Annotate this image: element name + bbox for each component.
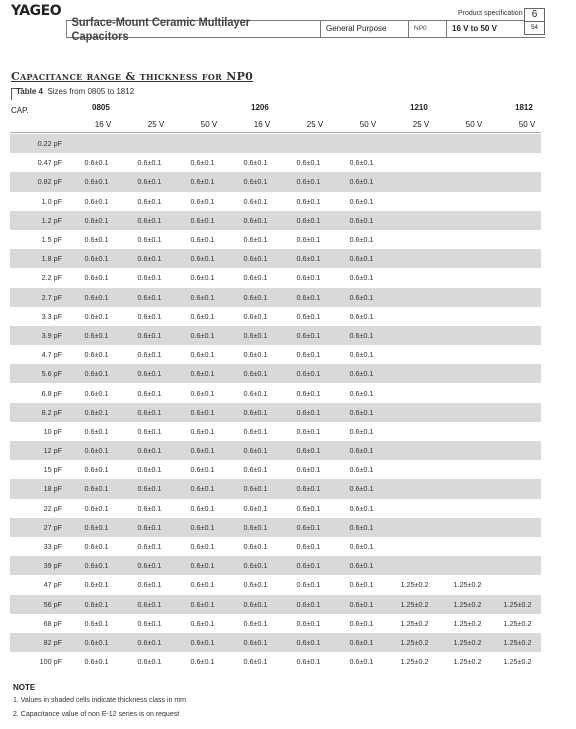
note-item: 1. Values in shaded cells indicate thickness class in mm	[13, 697, 187, 704]
thickness-cell: 0.6±0.1	[349, 657, 374, 667]
table-row	[10, 134, 541, 153]
thickness-cell: 0.6±0.1	[243, 522, 268, 532]
thickness-cell: 0.6±0.1	[296, 350, 321, 360]
table-caption	[16, 87, 134, 96]
thickness-cell: 0.6±0.1	[84, 369, 109, 379]
table-row	[10, 326, 541, 345]
thickness-cell: 0.6±0.1	[137, 503, 162, 513]
thickness-cell: 0.6±0.1	[84, 484, 109, 494]
size-group-1206: 1206	[251, 103, 269, 112]
thickness-cell: 0.6±0.1	[349, 599, 374, 609]
thickness-cell: 0.6±0.1	[137, 407, 162, 417]
table-row	[10, 633, 541, 652]
cap-value: 68 pF	[43, 618, 62, 628]
thickness-cell: 0.6±0.1	[296, 407, 321, 417]
thickness-cell: 0.6±0.1	[349, 618, 374, 628]
thickness-cell: 0.6±0.1	[243, 158, 268, 168]
header-bar	[66, 14, 545, 43]
cap-value: 33 pF	[43, 542, 62, 552]
table-row	[10, 537, 541, 556]
cap-value: 3.3 pF	[41, 311, 62, 321]
table-row	[10, 614, 541, 633]
thickness-cell: 0.6±0.1	[190, 637, 215, 647]
thickness-cell: 0.6±0.1	[349, 350, 374, 360]
section-title: Capacitance range & thickness for NP0	[11, 70, 254, 83]
thickness-cell: 0.6±0.1	[84, 637, 109, 647]
thickness-cell: 0.6±0.1	[190, 330, 215, 340]
thickness-cell: 0.6±0.1	[349, 292, 374, 302]
thickness-cell: 0.6±0.1	[243, 215, 268, 225]
thickness-cell: 1.25±0.2	[503, 618, 532, 628]
thickness-cell: 0.6±0.1	[137, 254, 162, 264]
thickness-cell: 0.6±0.1	[349, 369, 374, 379]
table-row	[10, 652, 541, 671]
caption-bracket	[11, 88, 12, 100]
thickness-cell: 1.25±0.2	[503, 657, 532, 667]
thickness-cell: 0.6±0.1	[137, 330, 162, 340]
thickness-cell: 0.6±0.1	[296, 292, 321, 302]
thickness-cell: 0.6±0.1	[84, 292, 109, 302]
thickness-cell: 0.6±0.1	[349, 580, 374, 590]
voltage-header: 25 V	[147, 120, 165, 129]
table-row	[10, 479, 541, 498]
thickness-cell: 0.6±0.1	[349, 465, 374, 475]
thickness-cell: 0.6±0.1	[349, 273, 374, 283]
cap-value: 6.8 pF	[41, 388, 62, 398]
thickness-cell: 0.6±0.1	[84, 388, 109, 398]
thickness-cell: 1.25±0.2	[503, 637, 532, 647]
thickness-cell: 0.6±0.1	[243, 542, 268, 552]
thickness-cell: 0.6±0.1	[84, 618, 109, 628]
thickness-cell: 0.6±0.1	[137, 542, 162, 552]
note-title: NOTE	[13, 683, 36, 692]
thickness-cell: 0.6±0.1	[137, 446, 162, 456]
thickness-cell: 0.6±0.1	[84, 561, 109, 571]
thickness-cell: 0.6±0.1	[296, 522, 321, 532]
thickness-cell: 0.6±0.1	[296, 657, 321, 667]
thickness-cell: 0.6±0.1	[296, 273, 321, 283]
thickness-cell: 0.6±0.1	[296, 215, 321, 225]
cap-value: 27 pF	[43, 522, 62, 532]
page-number: 6	[525, 9, 544, 22]
cap-value: 10 pF	[43, 426, 62, 436]
thickness-cell: 0.6±0.1	[243, 311, 268, 321]
thickness-cell: 0.6±0.1	[190, 618, 215, 628]
thickness-cell: 1.25±0.2	[453, 637, 482, 647]
thickness-cell: 0.6±0.1	[243, 599, 268, 609]
thickness-cell: 0.6±0.1	[243, 618, 268, 628]
thickness-cell: 0.6±0.1	[243, 657, 268, 667]
cap-value: 12 pF	[43, 446, 62, 456]
table-caption-text: Sizes from 0805 to 1812	[47, 87, 135, 96]
thickness-cell: 0.6±0.1	[190, 561, 215, 571]
thickness-cell: 0.6±0.1	[349, 311, 374, 321]
thickness-cell: 0.6±0.1	[84, 177, 109, 187]
size-group-0805: 0805	[92, 103, 110, 112]
table-row	[10, 288, 541, 307]
thickness-cell: 0.6±0.1	[296, 369, 321, 379]
cap-value: 1.0 pF	[41, 196, 62, 206]
voltage-header: 25 V	[306, 120, 324, 129]
cap-value: 39 pF	[43, 561, 62, 571]
thickness-cell: 0.6±0.1	[349, 158, 374, 168]
thickness-cell: 0.6±0.1	[349, 426, 374, 436]
thickness-cell: 0.6±0.1	[349, 177, 374, 187]
thickness-cell: 0.6±0.1	[296, 503, 321, 513]
thickness-cell: 1.25±0.2	[453, 618, 482, 628]
thickness-cell: 0.6±0.1	[296, 561, 321, 571]
thickness-cell: 0.6±0.1	[84, 254, 109, 264]
thickness-cell: 0.6±0.1	[296, 580, 321, 590]
thickness-cell: 0.6±0.1	[137, 177, 162, 187]
thickness-cell: 0.6±0.1	[190, 350, 215, 360]
thickness-cell: 0.6±0.1	[84, 215, 109, 225]
table-row	[10, 230, 541, 249]
thickness-cell: 0.6±0.1	[349, 254, 374, 264]
thickness-cell: 0.6±0.1	[349, 522, 374, 532]
thickness-cell: 0.6±0.1	[137, 350, 162, 360]
thickness-cell: 0.6±0.1	[296, 446, 321, 456]
thickness-cell: 1.25±0.2	[453, 657, 482, 667]
thickness-cell: 0.6±0.1	[190, 542, 215, 552]
thickness-cell: 0.6±0.1	[84, 311, 109, 321]
table-row	[10, 595, 541, 614]
thickness-cell: 0.6±0.1	[190, 369, 215, 379]
thickness-cell: 0.6±0.1	[349, 330, 374, 340]
thickness-cell: 0.6±0.1	[190, 580, 215, 590]
thickness-cell: 0.6±0.1	[137, 522, 162, 532]
table-row	[10, 460, 541, 479]
cap-value: 100 pF	[39, 657, 62, 667]
cap-value: 56 pF	[43, 599, 62, 609]
thickness-cell: 1.25±0.2	[453, 580, 482, 590]
thickness-cell: 0.6±0.1	[84, 580, 109, 590]
thickness-cell: 0.6±0.1	[243, 254, 268, 264]
thickness-cell: 0.6±0.1	[349, 484, 374, 494]
thickness-cell: 0.6±0.1	[349, 388, 374, 398]
thickness-cell: 0.6±0.1	[190, 465, 215, 475]
voltage-header: 16 V	[94, 120, 112, 129]
thickness-cell: 0.6±0.1	[296, 637, 321, 647]
thickness-cell: 0.6±0.1	[243, 426, 268, 436]
cap-value: 3.9 pF	[41, 330, 62, 340]
table-row	[10, 153, 541, 172]
thickness-cell: 0.6±0.1	[137, 618, 162, 628]
voltage-header: 50 V	[518, 120, 536, 129]
thickness-cell: 0.6±0.1	[84, 542, 109, 552]
thickness-cell: 0.6±0.1	[137, 426, 162, 436]
table-caption-label: Table 4	[16, 87, 43, 96]
thickness-cell: 0.6±0.1	[137, 196, 162, 206]
thickness-cell: 0.6±0.1	[84, 350, 109, 360]
thickness-cell: 0.6±0.1	[84, 446, 109, 456]
cap-value: 2.2 pF	[41, 273, 62, 283]
thickness-cell: 0.6±0.1	[296, 618, 321, 628]
thickness-cell: 0.6±0.1	[190, 388, 215, 398]
thickness-cell: 0.6±0.1	[243, 292, 268, 302]
thickness-cell: 0.6±0.1	[190, 273, 215, 283]
thickness-cell: 0.6±0.1	[137, 599, 162, 609]
table-row	[10, 499, 541, 518]
spec-label: Product specification	[458, 10, 523, 17]
thickness-cell: 0.6±0.1	[137, 580, 162, 590]
thickness-cell: 0.6±0.1	[84, 522, 109, 532]
cap-header: CAP.	[11, 106, 29, 115]
table-row	[10, 268, 541, 287]
cap-value: 0.82 pF	[37, 177, 62, 187]
thickness-cell: 0.6±0.1	[190, 196, 215, 206]
voltage-header: 50 V	[359, 120, 377, 129]
thickness-cell: 0.6±0.1	[296, 177, 321, 187]
thickness-cell: 0.6±0.1	[190, 292, 215, 302]
thickness-cell: 0.6±0.1	[190, 215, 215, 225]
thickness-cell: 0.6±0.1	[137, 388, 162, 398]
thickness-cell: 1.25±0.2	[400, 580, 429, 590]
thickness-cell: 0.6±0.1	[84, 196, 109, 206]
thickness-cell: 0.6±0.1	[190, 484, 215, 494]
thickness-cell: 1.25±0.2	[400, 637, 429, 647]
cap-value: 1.2 pF	[41, 215, 62, 225]
thickness-cell: 0.6±0.1	[84, 273, 109, 283]
thickness-cell: 0.6±0.1	[84, 657, 109, 667]
table-row	[10, 211, 541, 230]
thickness-cell: 0.6±0.1	[296, 426, 321, 436]
thickness-cell: 0.6±0.1	[84, 330, 109, 340]
thickness-cell: 0.6±0.1	[243, 580, 268, 590]
size-group-1210: 1210	[410, 103, 428, 112]
thickness-cell: 0.6±0.1	[137, 273, 162, 283]
cap-value: 0.22 pF	[37, 139, 62, 149]
thickness-cell: 0.6±0.1	[243, 369, 268, 379]
table-row	[10, 518, 541, 537]
thickness-cell: 0.6±0.1	[137, 484, 162, 494]
page-total: 54	[531, 25, 538, 31]
thickness-cell: 0.6±0.1	[84, 158, 109, 168]
thickness-cell: 0.6±0.1	[243, 196, 268, 206]
thickness-cell: 0.6±0.1	[243, 465, 268, 475]
thickness-cell: 0.6±0.1	[296, 542, 321, 552]
table-row	[10, 345, 541, 364]
cap-value: 0.47 pF	[37, 158, 62, 168]
table-row	[10, 422, 541, 441]
table-row	[10, 403, 541, 422]
thickness-cell: 0.6±0.1	[243, 484, 268, 494]
cap-value: 4.7 pF	[41, 350, 62, 360]
thickness-cell: 0.6±0.1	[349, 503, 374, 513]
thickness-cell: 0.6±0.1	[296, 235, 321, 245]
thickness-cell: 0.6±0.1	[190, 158, 215, 168]
thickness-cell: 0.6±0.1	[243, 388, 268, 398]
category-label: General Purpose	[320, 20, 408, 37]
thickness-cell: 0.6±0.1	[137, 657, 162, 667]
thickness-cell: 0.6±0.1	[137, 215, 162, 225]
thickness-cell: 0.6±0.1	[84, 426, 109, 436]
table-row	[10, 249, 541, 268]
thickness-cell: 0.6±0.1	[137, 235, 162, 245]
thickness-cell: 0.6±0.1	[296, 599, 321, 609]
thickness-cell: 1.25±0.2	[503, 599, 532, 609]
thickness-cell: 0.6±0.1	[190, 599, 215, 609]
voltage-header: 16 V	[253, 120, 271, 129]
thickness-cell: 0.6±0.1	[137, 465, 162, 475]
thickness-cell: 0.6±0.1	[296, 254, 321, 264]
thickness-cell: 0.6±0.1	[243, 235, 268, 245]
thickness-cell: 0.6±0.1	[190, 311, 215, 321]
voltage-header: 50 V	[465, 120, 483, 129]
table-row	[10, 575, 541, 594]
thickness-cell: 0.6±0.1	[349, 196, 374, 206]
thickness-cell: 0.6±0.1	[137, 637, 162, 647]
thickness-cell: 0.6±0.1	[243, 407, 268, 417]
thickness-cell: 0.6±0.1	[243, 446, 268, 456]
thickness-cell: 0.6±0.1	[190, 522, 215, 532]
thickness-cell: 0.6±0.1	[243, 503, 268, 513]
thickness-cell: 0.6±0.1	[84, 599, 109, 609]
thickness-cell: 0.6±0.1	[190, 446, 215, 456]
thickness-cell: 0.6±0.1	[84, 235, 109, 245]
thickness-cell: 0.6±0.1	[84, 503, 109, 513]
cap-value: 1.8 pF	[41, 254, 62, 264]
thickness-cell: 0.6±0.1	[243, 330, 268, 340]
size-group-1812: 1812	[515, 103, 533, 112]
table-header-rule	[10, 132, 541, 133]
thickness-cell: 0.6±0.1	[349, 215, 374, 225]
table-row	[10, 556, 541, 575]
table-row	[10, 172, 541, 191]
table-row	[10, 307, 541, 326]
thickness-cell: 0.6±0.1	[243, 350, 268, 360]
thickness-cell: 0.6±0.1	[296, 158, 321, 168]
cap-value: 47 pF	[43, 580, 62, 590]
thickness-cell: 0.6±0.1	[296, 484, 321, 494]
thickness-cell: 0.6±0.1	[349, 235, 374, 245]
thickness-cell: 1.25±0.2	[400, 599, 429, 609]
thickness-cell: 0.6±0.1	[296, 311, 321, 321]
dielectric-label: NP0	[408, 20, 446, 37]
thickness-cell: 0.6±0.1	[137, 369, 162, 379]
thickness-cell: 1.25±0.2	[400, 657, 429, 667]
thickness-cell: 0.6±0.1	[349, 407, 374, 417]
thickness-cell: 0.6±0.1	[243, 561, 268, 571]
cap-value: 1.5 pF	[41, 235, 62, 245]
table-row	[10, 441, 541, 460]
thickness-cell: 0.6±0.1	[190, 503, 215, 513]
thickness-cell: 0.6±0.1	[84, 465, 109, 475]
cap-value: 8.2 pF	[41, 407, 62, 417]
thickness-cell: 0.6±0.1	[137, 311, 162, 321]
cap-value: 18 pF	[43, 484, 62, 494]
thickness-cell: 0.6±0.1	[137, 158, 162, 168]
voltage-range-label: 16 V to 50 V	[446, 20, 545, 37]
thickness-cell: 0.6±0.1	[243, 177, 268, 187]
thickness-cell: 0.6±0.1	[137, 292, 162, 302]
table-row	[10, 364, 541, 383]
thickness-cell: 0.6±0.1	[190, 254, 215, 264]
thickness-cell: 0.6±0.1	[349, 542, 374, 552]
thickness-cell: 1.25±0.2	[400, 618, 429, 628]
thickness-cell: 0.6±0.1	[84, 407, 109, 417]
thickness-cell: 0.6±0.1	[349, 637, 374, 647]
voltage-header: 50 V	[200, 120, 218, 129]
cap-value: 82 pF	[43, 637, 62, 647]
cap-value: 22 pF	[43, 503, 62, 513]
thickness-cell: 0.6±0.1	[296, 330, 321, 340]
capacitance-table	[10, 134, 541, 671]
brand-logo: YAGEO	[11, 3, 62, 19]
thickness-cell: 1.25±0.2	[453, 599, 482, 609]
thickness-cell: 0.6±0.1	[296, 465, 321, 475]
cap-value: 15 pF	[43, 465, 62, 475]
thickness-cell: 0.6±0.1	[349, 561, 374, 571]
cap-value: 5.6 pF	[41, 369, 62, 379]
thickness-cell: 0.6±0.1	[137, 561, 162, 571]
thickness-cell: 0.6±0.1	[296, 388, 321, 398]
thickness-cell: 0.6±0.1	[349, 446, 374, 456]
document-title: Surface-Mount Ceramic Multilayer Capacitors	[66, 20, 300, 37]
thickness-cell: 0.6±0.1	[243, 637, 268, 647]
thickness-cell: 0.6±0.1	[296, 196, 321, 206]
cap-value: 2.7 pF	[41, 292, 62, 302]
thickness-cell: 0.6±0.1	[190, 407, 215, 417]
thickness-cell: 0.6±0.1	[190, 657, 215, 667]
note-item: 2. Capacitance value of non E-12 series is on request	[13, 711, 180, 718]
thickness-cell: 0.6±0.1	[190, 426, 215, 436]
thickness-cell: 0.6±0.1	[190, 235, 215, 245]
table-row	[10, 383, 541, 402]
voltage-header: 25 V	[412, 120, 430, 129]
table-row	[10, 192, 541, 211]
thickness-cell: 0.6±0.1	[190, 177, 215, 187]
thickness-cell: 0.6±0.1	[243, 273, 268, 283]
